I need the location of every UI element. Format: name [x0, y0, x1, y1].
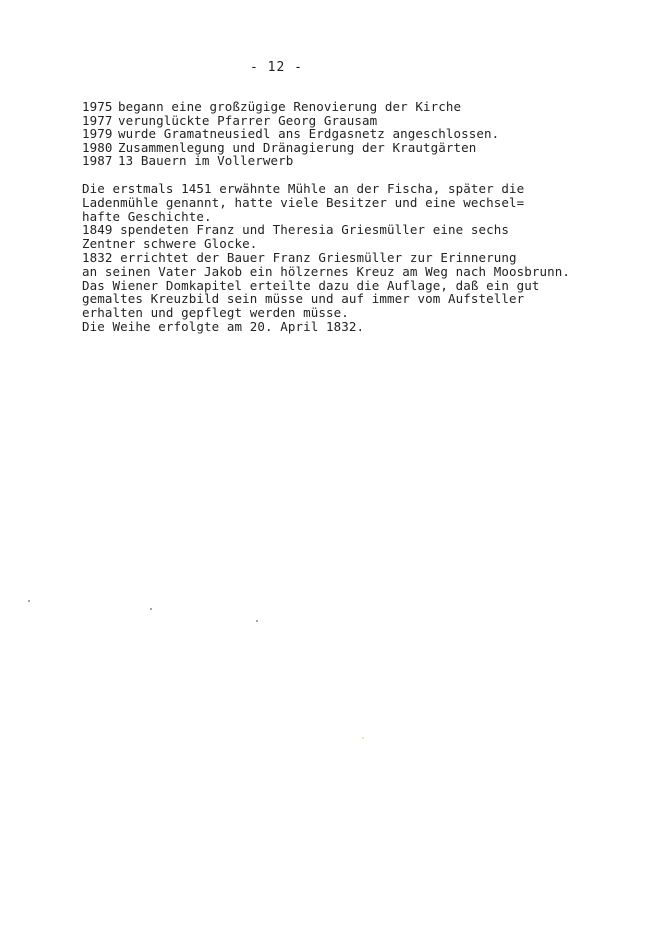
body-line: Die erstmals 1451 erwähnte Mühle an der Fischa, später die [82, 181, 525, 196]
chronicle-text: wurde Gramatneusiedl ans Erdgasnetz angeschlossen. [118, 126, 500, 142]
body-line: 1849 spendeten Franz und Theresia Griesmüller eine sechs [82, 222, 510, 238]
body-line: Die Weihe erfolgte am 20. April 1832. [82, 318, 365, 334]
body-line: gemaltes Kreuzbild sein müsse und auf immer vom Aufsteller [82, 291, 525, 307]
scan-speck [28, 600, 30, 602]
body-line: Ladenmühle genannt, hatte viele Besitzer und eine wechsel= [82, 194, 525, 210]
body-line: an seinen Vater Jakob ein hölzernes Kreuz am Weg nach Moosbrunn. [82, 263, 571, 279]
body-line: Zentner schwere Glocke. [82, 236, 258, 252]
body-line: erhalten und gepflegt werden müsse. [82, 305, 349, 321]
scan-speck [362, 737, 364, 739]
chronicle-year: 1977 [82, 112, 113, 128]
body-line: 1832 errichtet der Bauer Franz Griesmüller zur Erinnerung [82, 249, 517, 265]
chronicle-year: 1987 [82, 153, 113, 169]
chronicle-year: 1975 [82, 99, 113, 114]
chronicle-entry [82, 127, 499, 141]
chronicle-entry [82, 114, 499, 128]
chronicle-text: begann eine großzügige Renovierung der Kirche [118, 99, 462, 114]
scan-speck [150, 608, 152, 610]
body-line: Das Wiener Domkapitel erteilte dazu die Auflage, daß ein gut [82, 277, 540, 293]
chronicle-year: 1980 [82, 139, 113, 155]
chronicle-text: Zusammenlegung und Dränagierung der Krautgärten [118, 139, 477, 155]
chronicle-text: 13 Bauern im Vollerwerb [118, 153, 294, 169]
body-paragraph [82, 182, 570, 334]
chronicle-text: verunglückte Pfarrer Georg Grausam [118, 112, 378, 128]
page-number: - 12 - [250, 60, 303, 75]
body-line: hafte Geschichte. [82, 208, 212, 224]
scan-speck [256, 620, 258, 622]
chronicle-entry [82, 100, 499, 114]
chronicle-entry [82, 154, 499, 168]
chronicle-entry [82, 141, 499, 155]
chronicle-year: 1979 [82, 126, 113, 142]
chronicle-list [82, 100, 499, 168]
